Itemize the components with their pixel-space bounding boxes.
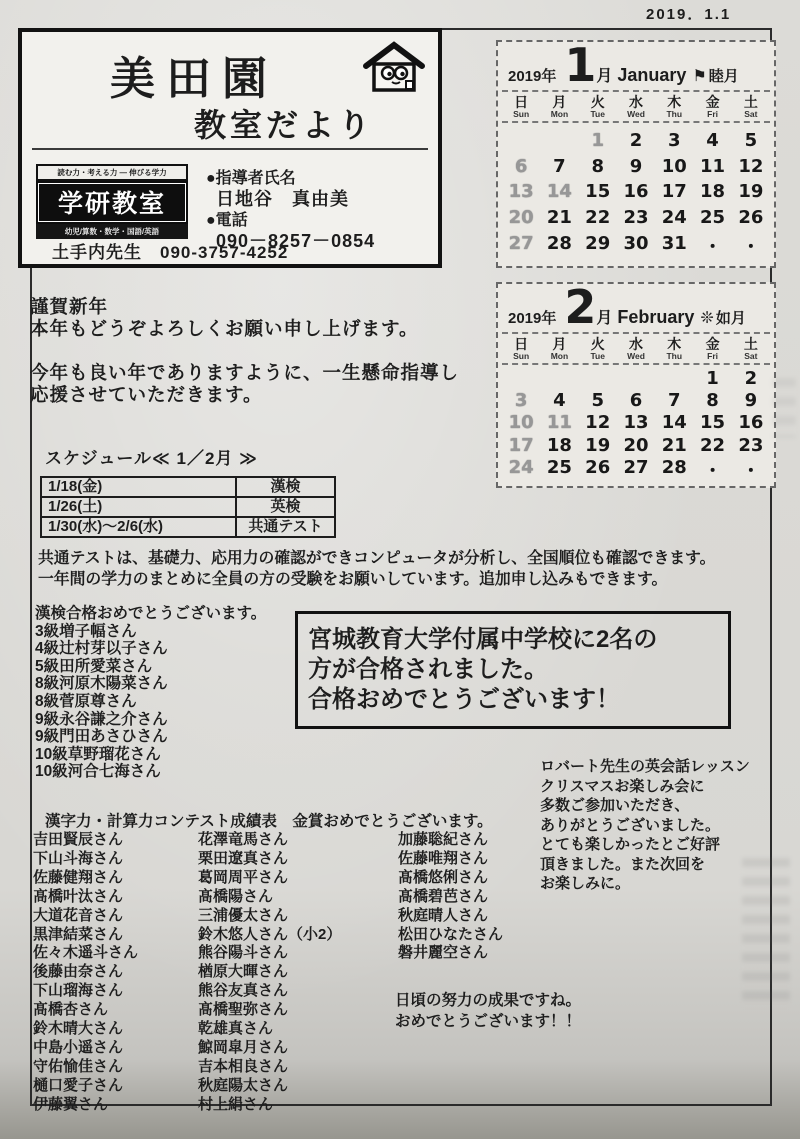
kanken-name: 5級田所愛菜さん [35,657,153,675]
greeting-line [30,340,459,362]
calendar-date: ・ [703,460,722,482]
calendar-date: 31 [661,233,687,255]
gakken-subjects: 幼児/算数・数学・国語/英語 [36,224,188,239]
calendar-date: 29 [585,233,611,255]
day-name-en: Sun [513,351,530,361]
kanken-pass-list [35,605,266,781]
calendar-grid [498,123,774,266]
calendar-date: 21 [661,434,687,456]
calendar-month-english: January [617,65,687,85]
calendar-day-header-row [502,332,770,365]
contest-name: 熊谷陽斗さん [198,944,289,962]
contest-heading: 漢字力・計算力コンテスト成績表 金賞おめでとうございます。 [45,813,493,830]
page-bleed-through [742,858,790,1008]
note-line: 多数ご参加いただき、 [540,797,690,814]
calendar-date: 25 [700,207,726,229]
contest-name: 鈴木悠人さん（小2） [198,925,342,943]
greeting-line: 今年も良い年でありますように、一生懸命指導し [30,362,460,383]
contest-name: 磐井麗空さん [398,944,489,962]
day-name-jp: 金 [705,94,720,110]
note-line: とても楽しかったとご好評 [540,836,721,853]
pass-box-line: 合格おめでとうございます！ [308,686,620,713]
kanken-name: 9級門田あさひさん [35,728,168,746]
calendar-date: 16 [738,412,764,434]
gakken-logo [36,164,188,239]
calendar-date: 7 [668,390,681,412]
kanken-name: 3級増子幅さん [35,622,137,640]
contest-name: 髙橋陽さん [198,887,274,905]
calendar-day-header [693,337,731,361]
greeting-line: 応援させていただきます。 [30,384,263,405]
calendar-date: 21 [546,207,572,229]
calendar-day-header [579,95,617,119]
junior-high-pass-box [295,611,731,729]
contest-name: 佐々木遥斗さん [33,944,139,962]
schedule-date: 1/26(土) [42,498,237,516]
contest-name: 三浦優太さん [198,906,289,924]
note-line: ロバート先生の英会話レッスン [540,758,750,775]
day-name-en: Mon [550,351,569,361]
day-name-en: Thu [666,351,683,361]
contest-name: 中島小遥さん [33,1038,124,1056]
phone-label: ●電話 [206,212,248,229]
calendar-date: 6 [514,155,528,177]
greeting-line: 謹賀新年 [30,296,109,317]
contest-name: 後藤由奈さん [33,963,124,981]
day-name-en: Wed [627,109,645,119]
calendar-month-old-name: 如月 [715,310,746,327]
contest-name: 佐藤健翔さん [33,868,124,886]
contest-name: 守佑愉佳さん [33,1057,124,1075]
schedule-row [42,516,334,536]
calendar-day-header [732,95,770,119]
calendar-date [502,130,540,151]
greeting-line: 本年もどうぞよろしくお願い申し上げます。 [30,318,419,339]
schedule-row [42,478,334,496]
day-name-jp: 金 [705,336,720,352]
day-name-en: Sun [513,109,530,119]
calendar-date [617,368,655,389]
extra-contact: 土手内先生 090-3757-4252 [52,243,289,262]
contest-name: 松田ひなたさん [398,925,504,943]
calendar-date: 24 [661,207,687,229]
kanken-name: 10級草野瑠花さん [35,745,161,763]
calendar-date: 19 [585,434,611,456]
calendar-date: 23 [738,434,764,456]
calendar-date: 25 [546,456,572,478]
calendar-day-header [617,337,655,361]
calendar-date: 10 [661,155,687,177]
contest-name: 楢原大暉さん [198,963,289,981]
calendar-date: 14 [546,181,572,203]
calendar-grid [498,365,774,486]
calendar-february [496,282,776,488]
note-line: おめでとうございます！！ [395,1013,582,1030]
calendar-date: 23 [623,207,649,229]
calendar-day-header [732,337,770,361]
schedule-table [40,476,336,538]
schedule-event: 漢検 [270,478,301,495]
calendar-date: 9 [744,390,758,412]
calendar-year: 2019年 [508,310,557,327]
calendar-date: 13 [508,181,534,203]
calendar-day-header [540,337,578,361]
contest-name: 栗田遼真さん [198,849,289,867]
calendar-date: 19 [738,181,764,203]
calendar-date [502,368,540,389]
calendar-date: 3 [514,390,528,412]
contest-name: 吉本相良さん [198,1057,289,1075]
phone-number: 090－8257－0854 [216,231,376,251]
note-line: クリスマスお楽しみ会に [540,777,705,795]
calendar-month-english: February [617,307,695,327]
day-name-en: Sat [744,109,758,119]
day-name-jp: 火 [590,336,605,352]
calendar-date: 15 [585,181,611,203]
contest-name: 佐藤唯翔さん [398,849,489,867]
calendar-date: 24 [508,456,534,478]
day-name-jp: 土 [743,94,758,110]
day-name-jp: 日 [514,336,529,352]
calendar-date: 6 [629,390,643,412]
instructor-label: ●指導者氏名 [206,170,296,187]
effort-congrats-note [395,990,581,1032]
calendar-date: 14 [661,412,687,434]
calendar-date: 27 [623,456,649,478]
day-name-jp: 月 [552,336,567,352]
calendar-date: 26 [585,456,611,478]
schedule-heading: スケジュール≪ 1／2月 ≫ [45,449,258,468]
issue-date: 2019．1.1 [646,6,732,23]
schedule-row [42,496,334,516]
day-name-jp: 火 [590,94,605,110]
contest-name-column-2 [198,831,341,1115]
contest-name: 吉田賢辰さん [33,831,124,848]
contest-name: 加藤聡紀さん [398,831,489,848]
calendar-date: ・ [741,237,760,259]
schedule-date: 1/18(金) [42,478,237,496]
gakken-house-icon [362,40,426,101]
calendar-day-header [617,95,655,119]
calendar-month-kanji: 月 [596,68,613,85]
calendar-date: 4 [553,390,566,412]
contest-name: 乾雄真さん [198,1020,274,1038]
calendar-date: 10 [508,412,534,434]
contest-name: 鯨岡皐月さん [198,1038,289,1056]
calendar-header [498,280,774,334]
new-year-greeting [30,296,459,406]
calendar-month-number: 2 [564,280,597,334]
instructor-name: 日地谷 真由美 [216,189,349,209]
contest-name: 下山瑠海さん [33,982,124,1000]
calendar-month-old-name: 睦月 [708,68,739,85]
kanken-name: 8級河原木陽菜さん [35,675,168,693]
kanken-name: 4級辻村芽以子さん [35,640,168,658]
english-lesson-note [540,757,750,894]
calendar-date [655,368,693,389]
calendar-date: 13 [623,412,649,434]
contest-name: 伊藤翼さん [33,1095,109,1113]
calendar-date: 18 [700,181,726,203]
calendar-date: 28 [546,233,572,255]
calendar-date: 22 [585,207,611,229]
kanken-heading: 漢検合格おめでとうございます。 [35,605,267,622]
contest-name: 秋庭晴人さん [398,906,489,924]
kanken-name: 9級永谷謙之介さん [35,710,168,728]
calendar-date: 26 [738,207,764,229]
contest-name: 熊谷友真さん [198,982,289,1000]
calendar-month-kanji: 月 [596,310,613,327]
calendar-day-header [540,95,578,119]
note-line: ありがとうございました。 [540,816,721,834]
calendar-date: 8 [706,390,719,412]
calendar-date: 12 [738,155,764,177]
note-line: 共通テストは、基礎力、応用力の確認ができコンピュータが分析し、全国順位も確認できます。 [38,550,716,567]
contest-name: 黒津結菜さん [33,925,124,943]
gakken-tagline: 読む力・考える力 ― 伸びる学力 [36,164,188,181]
day-name-en: Sat [744,351,758,361]
schedule-date: 1/30(水)～2/6(水) [42,518,237,536]
calendar-day-header [579,337,617,361]
note-line: お楽しみに。 [540,875,631,892]
calendar-date [579,368,617,389]
header-box [18,28,442,268]
classroom-name-title: 美田園 [110,53,279,104]
kanken-name: 8級菅原尊さん [35,692,137,710]
contest-name: 村上絹さん [198,1095,274,1113]
schedule-event: 英検 [270,498,301,515]
calendar-date: 3 [668,129,681,151]
day-name-jp: 日 [514,94,529,110]
calendar-day-header [655,95,693,119]
note-line: 一年間の学力のまとめに全員の方の受験をお願いしています。追加申し込みもできます。 [38,571,668,588]
contest-name: 髙橋悠俐さん [398,868,489,886]
calendar-date: 20 [508,207,534,229]
day-name-jp: 木 [667,336,682,352]
day-name-en: Thu [666,109,683,119]
gakken-logo-text: 学研教室 [36,181,188,224]
contest-name: 髙橋叶汰さん [33,887,124,905]
contest-name: 下山斗海さん [33,849,124,867]
day-name-en: Mon [550,109,569,119]
calendar-date: 16 [623,181,649,203]
calendar-date: 20 [623,434,649,456]
calendar-date [540,130,578,151]
day-name-jp: 水 [628,336,643,352]
calendar-date: 28 [661,456,687,478]
day-name-jp: 土 [743,336,758,352]
calendar-date: 11 [700,155,726,177]
calendar-day-header-row [502,90,770,123]
calendar-date: 17 [508,434,534,456]
day-name-en: Tue [590,351,605,361]
contest-name: 葛岡周平さん [198,868,289,886]
calendar-date: 1 [591,129,604,151]
calendar-day-header [655,337,693,361]
day-name-jp: 水 [628,94,643,110]
contest-name: 花澤竜馬さん [198,831,289,848]
kanken-name: 10級河合七海さん [35,763,161,781]
calendar-date: 8 [591,155,604,177]
calendar-date: 5 [744,129,758,151]
calendar-date: 22 [700,434,726,456]
calendar-date: 27 [508,233,534,255]
calendar-date: 1 [706,368,719,390]
calendar-date: 11 [546,412,572,434]
calendar-date: 2 [744,368,758,390]
calendar-date: 18 [546,434,572,456]
schedule-event: 共通テスト [248,518,323,535]
day-name-en: Fri [707,351,718,361]
calendar-date: ・ [741,460,760,482]
day-name-jp: 木 [667,94,682,110]
page-bleed-through [772,378,796,438]
day-name-jp: 月 [552,94,567,110]
day-name-en: Tue [590,109,605,119]
contest-name: 髙橋杏さん [33,1001,109,1019]
day-name-en: Wed [627,351,645,361]
calendar-day-header [502,337,540,361]
contest-name: 樋口愛子さん [33,1076,124,1094]
contest-name-column-1 [33,831,138,1115]
calendar-day-header [502,95,540,119]
contest-name: 髙橋聖弥さん [198,1001,289,1019]
calendar-date: 4 [706,129,719,151]
newsletter-title: 教室だより [194,107,375,143]
snowflake-icon: ❊ [700,310,714,327]
calendar-date: 15 [700,412,726,434]
calendar-date: 30 [623,233,649,255]
note-line: 日頃の努力の成果ですね。 [395,992,582,1009]
pass-box-line: 宮城教育大学付属中学校に2名の [308,626,658,653]
contest-name: 鈴木晴大さん [33,1020,124,1038]
calendar-date: 12 [585,412,611,434]
calendar-header [498,38,774,92]
flag-icon: ⚑ [692,68,707,85]
contest-name: 大道花音さん [33,906,124,924]
calendar-date: 9 [629,155,643,177]
calendar-month-number: 1 [564,38,597,92]
calendar-date: ・ [703,237,722,259]
contest-name: 秋庭陽太さん [198,1076,289,1094]
calendar-date: 5 [591,390,604,412]
contest-name: 髙橋碧芭さん [398,887,489,905]
calendar-january [496,40,776,268]
calendar-date: 17 [661,181,687,203]
day-name-en: Fri [707,109,718,119]
header-divider [32,148,428,150]
calendar-date: 2 [629,129,643,151]
calendar-day-header [693,95,731,119]
calendar-date: 7 [553,155,566,177]
pass-box-line: 方が合格されました。 [308,656,548,683]
kanken-names [35,623,266,781]
calendar-date [540,368,578,389]
calendar-year: 2019年 [508,68,557,85]
kyotsu-test-note [38,548,790,590]
contest-name-column-3 [398,831,503,963]
note-line: 頂きました。また次回を [540,855,706,873]
